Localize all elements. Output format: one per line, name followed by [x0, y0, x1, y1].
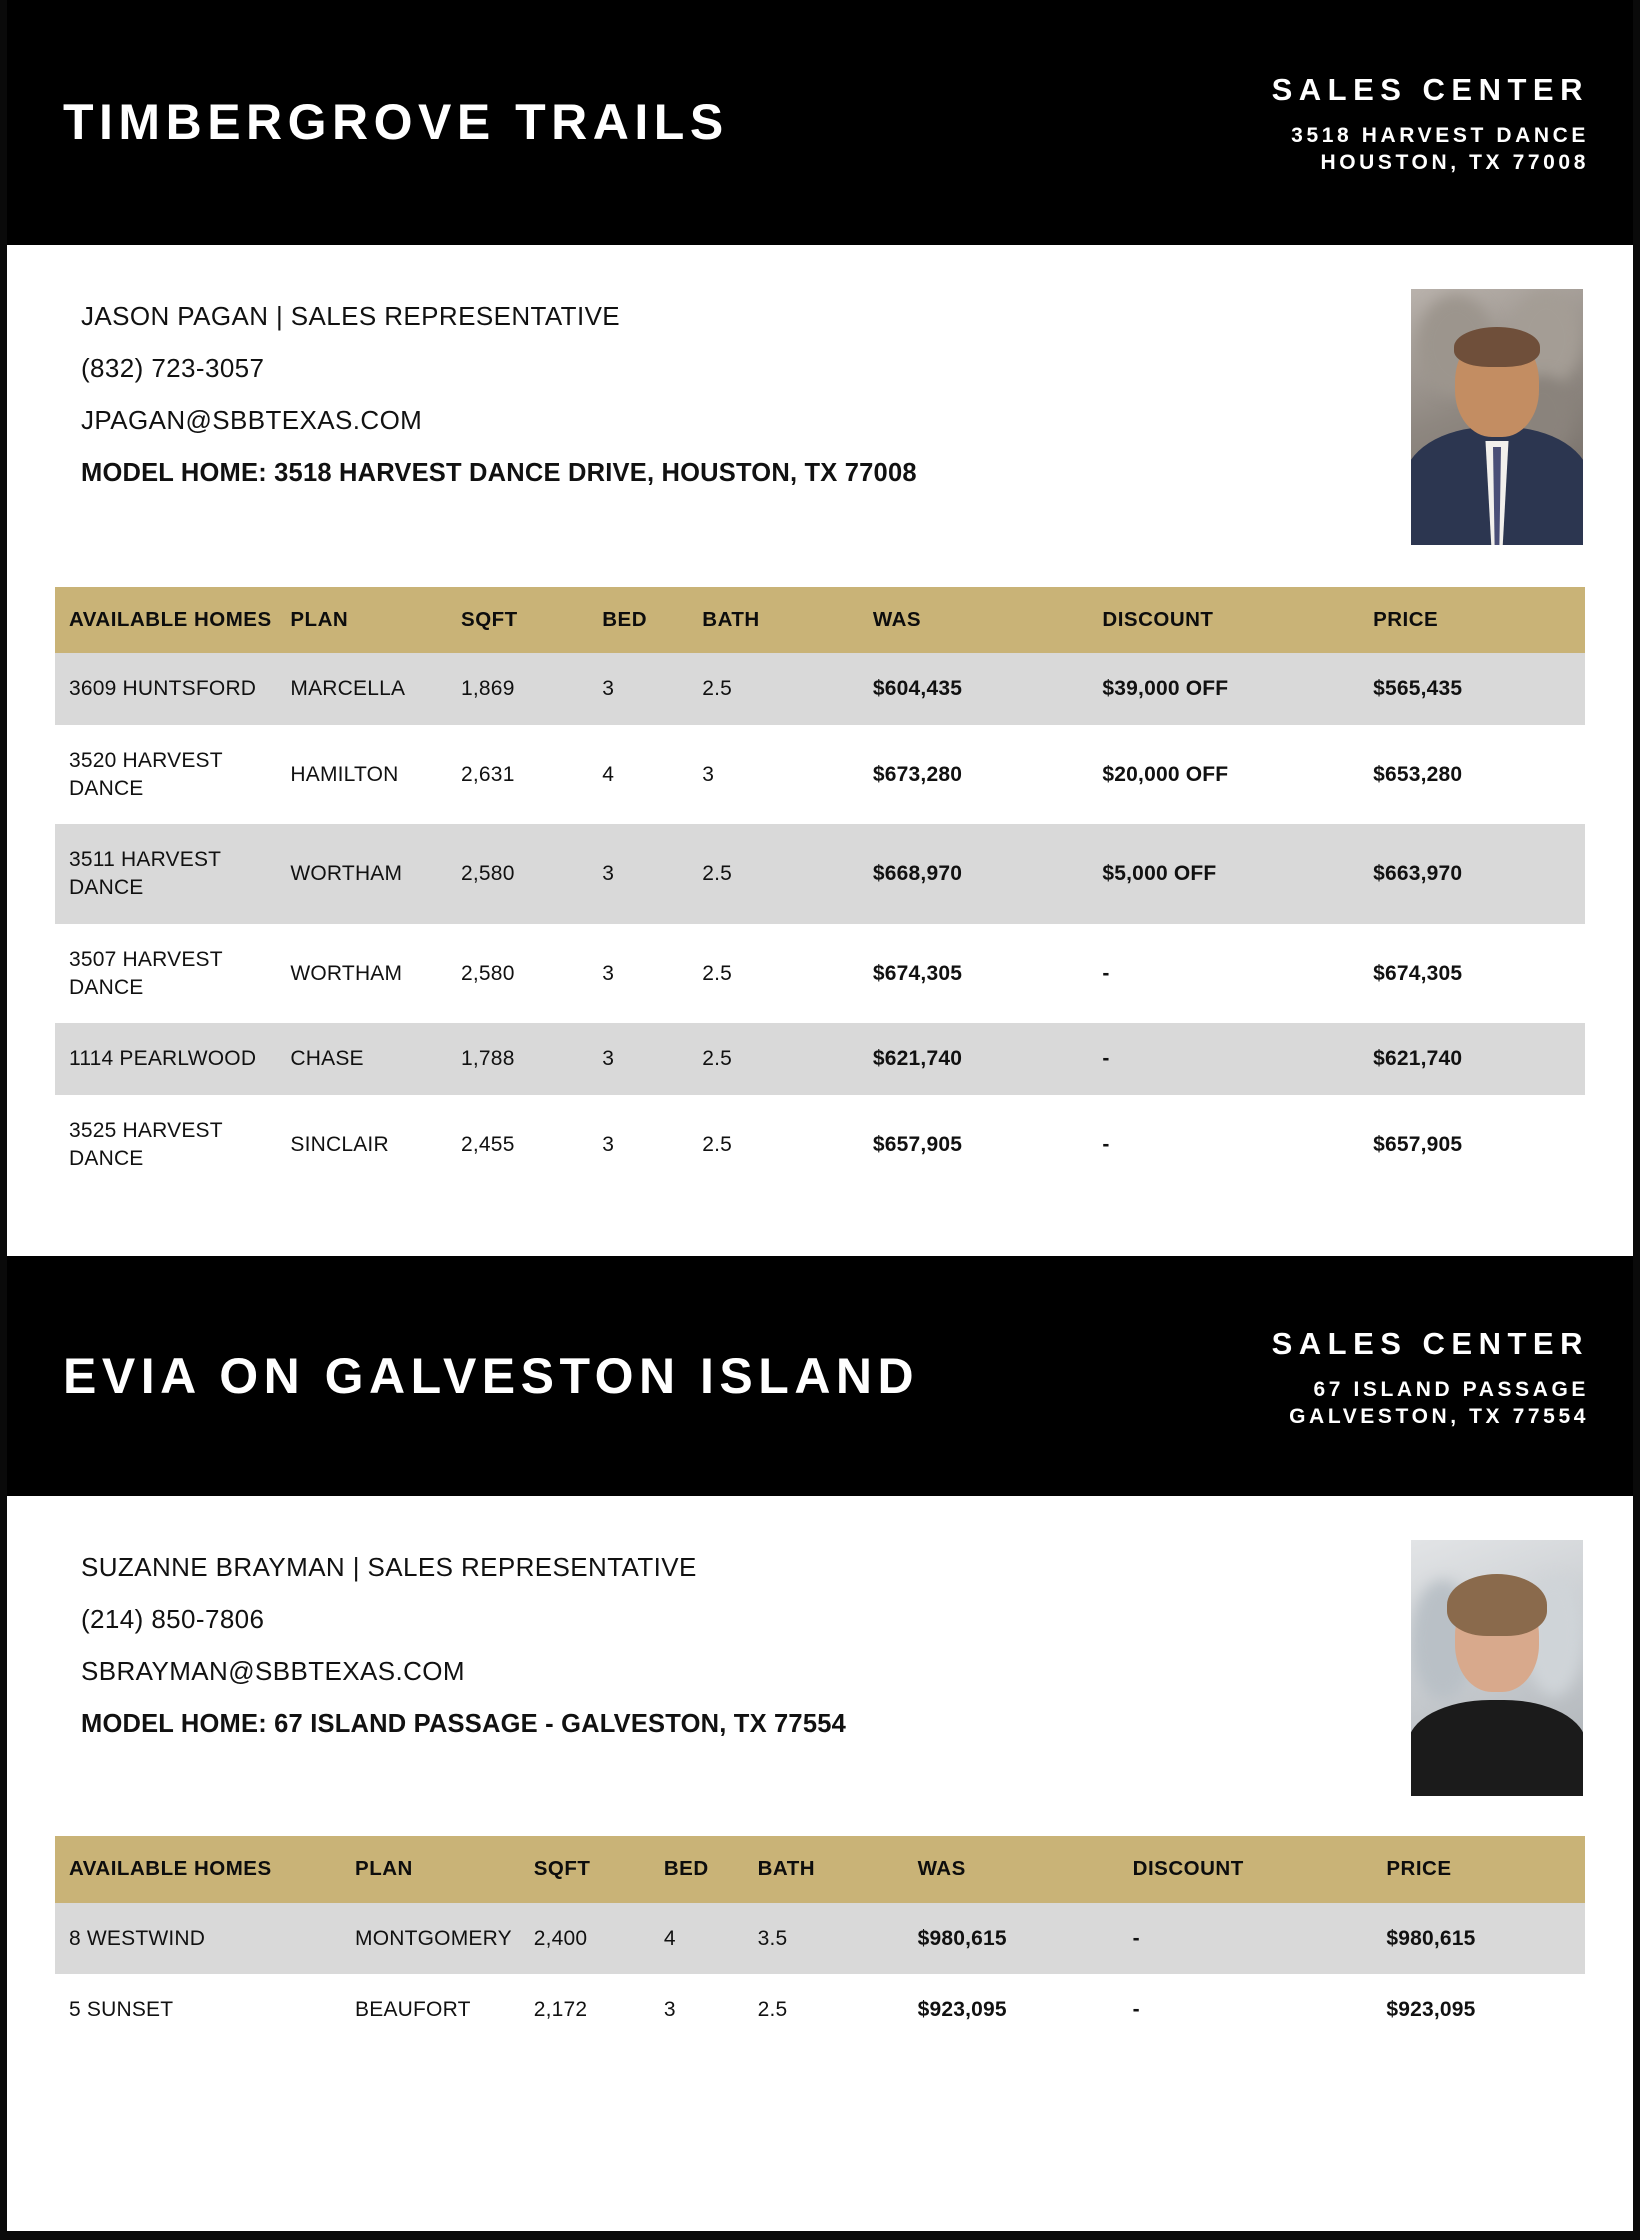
cell-discount: - — [1102, 1023, 1373, 1095]
cell-address: 3520 HARVEST DANCE — [69, 748, 223, 800]
table-row[interactable] — [55, 924, 1585, 1023]
cell-price: $674,305 — [1373, 961, 1463, 985]
cell-discount: $20,000 OFF — [1102, 762, 1229, 786]
model-home-address-2: MODEL HOME: 67 ISLAND PASSAGE - GALVESTON, TX 77554 — [81, 1710, 846, 1739]
cell-bath: 2.5 — [702, 824, 873, 923]
cell-bed: 3 — [663, 1998, 676, 2022]
sales-center-label-2: SALES CENTER — [1271, 1325, 1589, 1361]
cell-plan: WORTHAM — [290, 961, 403, 985]
cell-sqft: 2,631 — [461, 762, 515, 786]
table-row[interactable] — [55, 824, 1585, 923]
community-title-1: TIMBERGROVE TRAILS — [63, 94, 729, 151]
community-header-banner-2 — [7, 1256, 1633, 1496]
sales-center-address-line2-2: GALVESTON, TX 77554 — [1289, 1405, 1589, 1429]
agent-contact-block-1 — [7, 245, 1633, 545]
cell-sqft: 2,580 — [461, 961, 515, 985]
community-section-timbergrove-trails — [7, 0, 1633, 1194]
cell-discount: $39,000 OFF — [1102, 653, 1373, 725]
cell-price: $980,615 — [1386, 1903, 1585, 1975]
cell-was: $674,305 — [872, 961, 963, 985]
column-header-sqft[interactable]: SQFT — [534, 1836, 664, 1902]
cell-address: 3511 HARVEST DANCE — [55, 824, 290, 923]
sales-center-address-line1-1: 3518 HARVEST DANCE — [1291, 123, 1589, 147]
cell-bath: 2.5 — [757, 1998, 788, 2022]
cell-discount: $5,000 OFF — [1102, 824, 1373, 923]
cell-bed: 3 — [602, 1132, 615, 1156]
available-homes-table-1 — [55, 587, 1585, 1194]
cell-discount: - — [1102, 1132, 1110, 1156]
cell-price: $923,095 — [1386, 1998, 1476, 2022]
column-header-discount[interactable]: DISCOUNT — [1102, 587, 1373, 653]
cell-was: $668,970 — [873, 824, 1102, 923]
cell-price: $653,280 — [1373, 762, 1463, 786]
cell-address: 8 WESTWIND — [55, 1903, 355, 1975]
cell-bed: 3 — [602, 961, 615, 985]
table-row[interactable] — [55, 1095, 1585, 1194]
agent-details-1 — [81, 289, 917, 488]
sales-center-block-2 — [1272, 1322, 1589, 1431]
community-title-2: EVIA ON GALVESTON ISLAND — [63, 1348, 920, 1405]
agent-details-2 — [81, 1540, 846, 1739]
column-header-plan[interactable]: PLAN — [290, 587, 461, 653]
cell-address: 5 SUNSET — [69, 1998, 174, 2022]
agent-name-and-role-1: JASON PAGAN | SALES REPRESENTATIVE — [81, 301, 621, 331]
cell-bath: 2.5 — [702, 653, 873, 725]
column-header-discount[interactable]: DISCOUNT — [1133, 1836, 1387, 1902]
agent-email-2[interactable]: SBRAYMAN@SBBTEXAS.COM — [81, 1656, 465, 1687]
agent-contact-block-2 — [7, 1496, 1633, 1796]
cell-address: 3507 HARVEST DANCE — [69, 947, 223, 999]
cell-discount: - — [1133, 1903, 1387, 1975]
model-home-address-1: MODEL HOME: 3518 HARVEST DANCE DRIVE, HOUSTON, TX 77008 — [81, 459, 917, 487]
cell-plan: BEAUFORT — [355, 1998, 471, 2022]
cell-bath: 2.5 — [702, 961, 733, 985]
cell-bath: 3 — [702, 762, 715, 786]
agent-headshot-1 — [1411, 289, 1583, 545]
column-header-available-homes[interactable]: AVAILABLE HOMES — [55, 587, 290, 653]
column-header-bed[interactable]: BED — [664, 1836, 758, 1902]
agent-email-1[interactable]: JPAGAN@SBBTEXAS.COM — [81, 405, 423, 435]
cell-address: 1114 PEARLWOOD — [55, 1023, 290, 1095]
cell-bath: 2.5 — [702, 1023, 873, 1095]
cell-sqft: 1,788 — [461, 1023, 602, 1095]
agent-headshot-2 — [1411, 1540, 1583, 1796]
cell-bed: 4 — [602, 762, 615, 786]
cell-bath: 2.5 — [702, 1132, 733, 1156]
column-header-bed[interactable]: BED — [602, 587, 702, 653]
community-section-evia-on-galveston-island — [7, 1256, 1633, 2046]
community-header-banner-1 — [7, 0, 1633, 245]
agent-name-and-role-2: SUZANNE BRAYMAN | SALES REPRESENTATIVE — [81, 1552, 697, 1583]
cell-was: $657,905 — [872, 1132, 963, 1156]
cell-was: $604,435 — [873, 653, 1102, 725]
column-header-price[interactable]: PRICE — [1373, 587, 1585, 653]
cell-was: $673,280 — [872, 762, 963, 786]
cell-bed: 3 — [602, 653, 702, 725]
cell-plan: MARCELLA — [290, 653, 461, 725]
cell-bed: 4 — [664, 1903, 758, 1975]
table-row[interactable] — [55, 1023, 1585, 1095]
cell-was: $923,095 — [917, 1998, 1007, 2022]
table-row[interactable] — [55, 1974, 1585, 2046]
table-header-row-2 — [55, 1836, 1585, 1902]
cell-discount: - — [1102, 961, 1110, 985]
cell-sqft: 1,869 — [461, 653, 602, 725]
cell-was: $980,615 — [918, 1903, 1133, 1975]
column-header-was[interactable]: WAS — [918, 1836, 1133, 1902]
cell-plan: CHASE — [290, 1023, 461, 1095]
sales-center-address-line2-1: HOUSTON, TX 77008 — [1320, 151, 1589, 175]
cell-bath: 3.5 — [758, 1903, 918, 1975]
cell-bed: 3 — [602, 1023, 702, 1095]
table-header-row-1 — [55, 587, 1585, 653]
cell-plan: MONTGOMERY — [355, 1903, 534, 1975]
column-header-bath[interactable]: BATH — [702, 587, 873, 653]
cell-was: $621,740 — [873, 1023, 1102, 1095]
cell-plan: HAMILTON — [290, 762, 399, 786]
cell-bed: 3 — [602, 824, 702, 923]
available-homes-table-2 — [55, 1836, 1585, 2046]
cell-address: 3525 HARVEST DANCE — [69, 1118, 223, 1170]
sales-center-block-1 — [1272, 68, 1589, 177]
column-header-bath[interactable]: BATH — [758, 1836, 918, 1902]
column-header-was[interactable]: WAS — [873, 587, 1102, 653]
table-row[interactable] — [55, 653, 1585, 725]
cell-price: $565,435 — [1373, 653, 1585, 725]
cell-sqft: 2,580 — [461, 824, 602, 923]
column-header-plan[interactable]: PLAN — [355, 1836, 534, 1902]
column-header-price[interactable]: PRICE — [1386, 1836, 1585, 1902]
cell-price: $657,905 — [1373, 1132, 1463, 1156]
agent-phone-1[interactable]: (832) 723-3057 — [81, 353, 265, 383]
cell-price: $621,740 — [1373, 1023, 1585, 1095]
column-header-available-homes[interactable]: AVAILABLE HOMES — [55, 1836, 355, 1902]
cell-sqft: 2,455 — [461, 1132, 515, 1156]
cell-sqft: 2,400 — [534, 1903, 664, 1975]
table-row[interactable] — [55, 725, 1585, 824]
table-row[interactable] — [55, 1903, 1585, 1975]
sales-center-address-line1-2: 67 ISLAND PASSAGE — [1313, 1377, 1589, 1401]
cell-plan: SINCLAIR — [290, 1132, 389, 1156]
column-header-sqft[interactable]: SQFT — [461, 587, 602, 653]
cell-plan: WORTHAM — [290, 824, 461, 923]
agent-phone-2[interactable]: (214) 850-7806 — [81, 1604, 265, 1635]
sales-center-label-1: SALES CENTER — [1271, 71, 1589, 107]
cell-price: $663,970 — [1373, 824, 1585, 923]
cell-discount: - — [1132, 1998, 1140, 2022]
cell-address: 3609 HUNTSFORD — [55, 653, 290, 725]
cell-sqft: 2,172 — [533, 1998, 588, 2022]
